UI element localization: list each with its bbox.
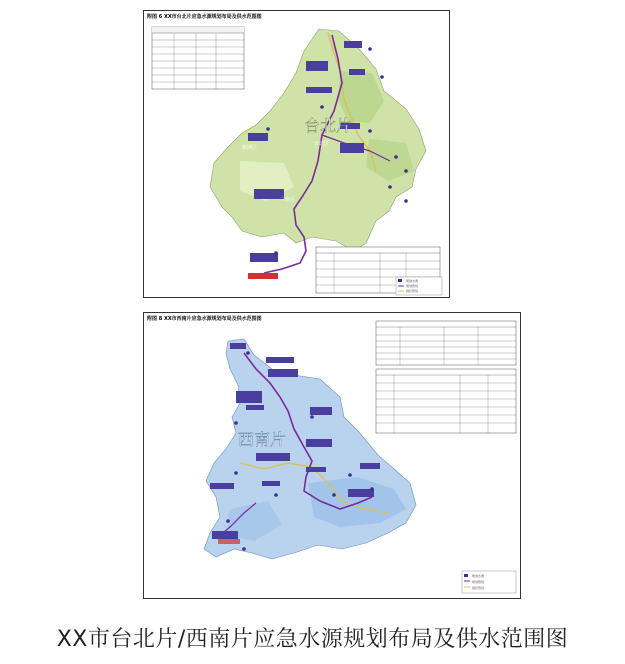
top-legend-item-2: 规划管线 xyxy=(406,284,419,288)
bottom-legend-item-3: 现状管线 xyxy=(472,586,485,590)
top-area-label-1: 新洲区 xyxy=(242,145,258,151)
top-map xyxy=(144,11,449,297)
top-stats-table xyxy=(152,27,244,89)
top-area-label-2: 台北区 xyxy=(314,141,330,147)
bottom-table-2 xyxy=(376,369,516,433)
top-map-title: 附图 6 XX市台北片应急水源规划布局及供水范围图 xyxy=(147,14,262,20)
top-map-panel xyxy=(143,10,450,298)
figure-caption: XX市台北片/西南片应急水源规划布局及供水范围图 xyxy=(56,627,569,652)
bottom-map xyxy=(144,313,520,598)
top-legend-item-1: 规划水源 xyxy=(406,279,419,283)
bottom-region-label: 西南片 xyxy=(238,430,287,449)
top-legend xyxy=(396,277,442,295)
top-alert-box xyxy=(248,273,278,279)
top-region-label: 台北片 xyxy=(304,116,353,135)
bottom-red-label xyxy=(218,539,240,544)
bottom-legend-item-2: 规划管线 xyxy=(472,580,485,584)
top-area-label-3: 三余区 xyxy=(280,197,296,203)
top-legend-item-3: 现状管线 xyxy=(406,289,419,293)
bottom-legend-item-1: 规划水源 xyxy=(472,574,485,578)
bottom-map-panel xyxy=(143,312,521,599)
bottom-legend xyxy=(462,571,516,593)
bottom-map-title: 附图 8 XX市西南片应急水源规划布局及供水范围图 xyxy=(147,316,262,322)
bottom-table-1 xyxy=(376,321,516,365)
